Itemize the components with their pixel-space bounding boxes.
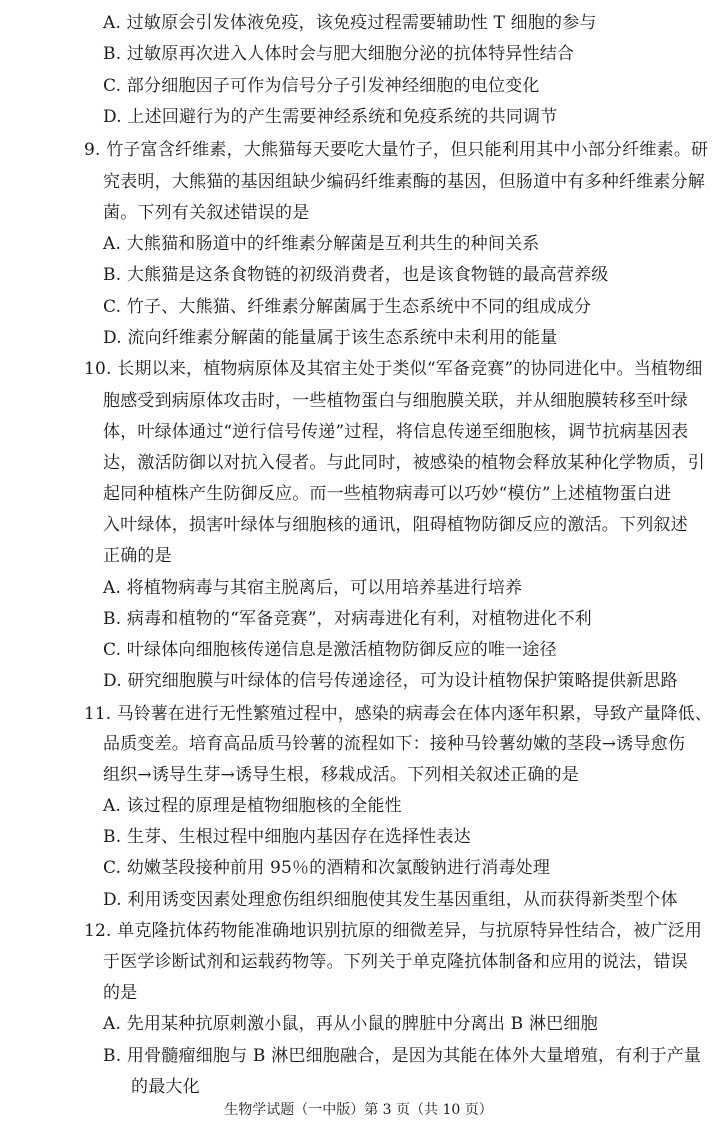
q10-stem-line-4: 达，激活防御以对抗入侵者。与此同时，被感染的植物会释放某种化学物质，引 <box>103 453 705 473</box>
q10-stem-line-6: 入叶绿体，损害叶绿体与细胞核的通讯，阻碍植物防御反应的激活。下列叙述 <box>103 515 688 535</box>
q10-stem-line-7: 正确的是 <box>103 546 172 566</box>
q10-stem-line-5: 起同种植株产生防御反应。而一些植物病毒可以巧妙“模仿”上述植物蛋白进 <box>103 484 672 504</box>
q12-stem-line-1: 12. 单克隆抗体药物能准确地识别抗原的细微差异，与抗原特异性结合，被广泛用 <box>84 921 703 941</box>
q11-stem-line-2: 品质变差。培育高品质马铃薯的流程如下：接种马铃薯幼嫩的茎段→诱导愈伤 <box>103 734 686 754</box>
q8-option-d: D. 上述回避行为的产生需要神经系统和免疫系统的共同调节 <box>103 107 558 127</box>
q11-option-b: B. 生芽、生根过程中细胞内基因存在选择性表达 <box>103 827 471 847</box>
q12-option-b-line-2: 的最大化 <box>131 1077 200 1097</box>
q9-stem-line-1: 9. 竹子富含纤维素，大熊猫每天要吃大量竹子，但只能利用其中小部分纤维素。研 <box>84 140 709 160</box>
q9-option-b: B. 大熊猫是这条食物链的初级消费者，也是该食物链的最高营养级 <box>103 265 609 285</box>
q12-option-b-line-1: B. 用骨髓瘤细胞与 B 淋巴细胞融合，是因为其能在体外大量增殖，有利于产量 <box>103 1046 702 1066</box>
q12-stem-line-3: 的是 <box>103 983 138 1003</box>
q9-option-c: C. 竹子、大熊猫、纤维素分解菌属于生态系统中不同的组成成分 <box>103 297 592 317</box>
q12-option-a: A. 先用某种抗原刺激小鼠，再从小鼠的脾脏中分离出 B 淋巴细胞 <box>103 1014 598 1034</box>
q10-stem-line-3: 体，叶绿体通过“逆行信号传递”过程，将信息传递至细胞核，调节抗病基因表 <box>103 422 689 442</box>
q8-option-a: A. 过敏原会引发体液免疫，该免疫过程需要辅助性 T 细胞的参与 <box>103 13 597 33</box>
q11-option-a: A. 该过程的原理是植物细胞核的全能性 <box>103 796 402 816</box>
q10-option-b: B. 病毒和植物的“军备竞赛”，对病毒进化有利，对植物进化不利 <box>103 609 592 629</box>
q12-stem-line-2: 于医学诊断试剂和运载药物等。下列关于单克隆抗体制备和应用的说法，错误 <box>103 952 688 972</box>
q11-option-c: C. 幼嫩茎段接种前用 95％的酒精和次氯酸钠进行消毒处理 <box>103 858 551 878</box>
q10-option-a: A. 将植物病毒与其宿主脱离后，可以用培养基进行培养 <box>103 578 523 598</box>
q9-stem-line-3: 菌。下列有关叙述错误的是 <box>103 203 310 223</box>
q8-option-c: C. 部分细胞因子可作为信号分子引发神经细胞的电位变化 <box>103 76 540 96</box>
q10-option-d: D. 研究细胞膜与叶绿体的信号传递途径，可为设计植物保护策略提供新思路 <box>103 671 678 691</box>
q9-option-d: D. 流向纤维素分解菌的能量属于该生态系统中未利用的能量 <box>103 328 558 348</box>
q11-option-d: D. 利用诱变因素处理愈伤组织细胞使其发生基因重组，从而获得新类型个体 <box>103 890 678 910</box>
q10-stem-line-1: 10. 长期以来，植物病原体及其宿主处于类似“军备竞赛”的协同进化中。当植物细 <box>84 359 703 379</box>
q10-stem-line-2: 胞感受到病原体攻击时，一些植物蛋白与细胞膜关联，并从细胞膜转移至叶绿 <box>103 391 688 411</box>
q9-stem-line-2: 究表明，大熊猫的基因组缺少编码纤维素酶的基因，但肠道中有多种纤维素分解 <box>103 172 705 192</box>
q8-option-b: B. 过敏原再次进入人体时会与肥大细胞分泌的抗体特异性结合 <box>103 44 575 64</box>
page-footer: 生物学试题（一中版）第 3 页（共 10 页） <box>224 1102 493 1118</box>
q11-stem-line-3: 组织→诱导生芽→诱导生根，移栽成活。下列相关叙述正确的是 <box>103 765 580 785</box>
q9-option-a: A. 大熊猫和肠道中的纤维素分解菌是互利共生的种间关系 <box>103 234 540 254</box>
q10-option-c: C. 叶绿体向细胞核传递信息是激活植物防御反应的唯一途径 <box>103 640 557 660</box>
q11-stem-line-1: 11. 马铃薯在进行无性繁殖过程中，感染的病毒会在体内逐年积累，导致产量降低、 <box>84 703 712 723</box>
